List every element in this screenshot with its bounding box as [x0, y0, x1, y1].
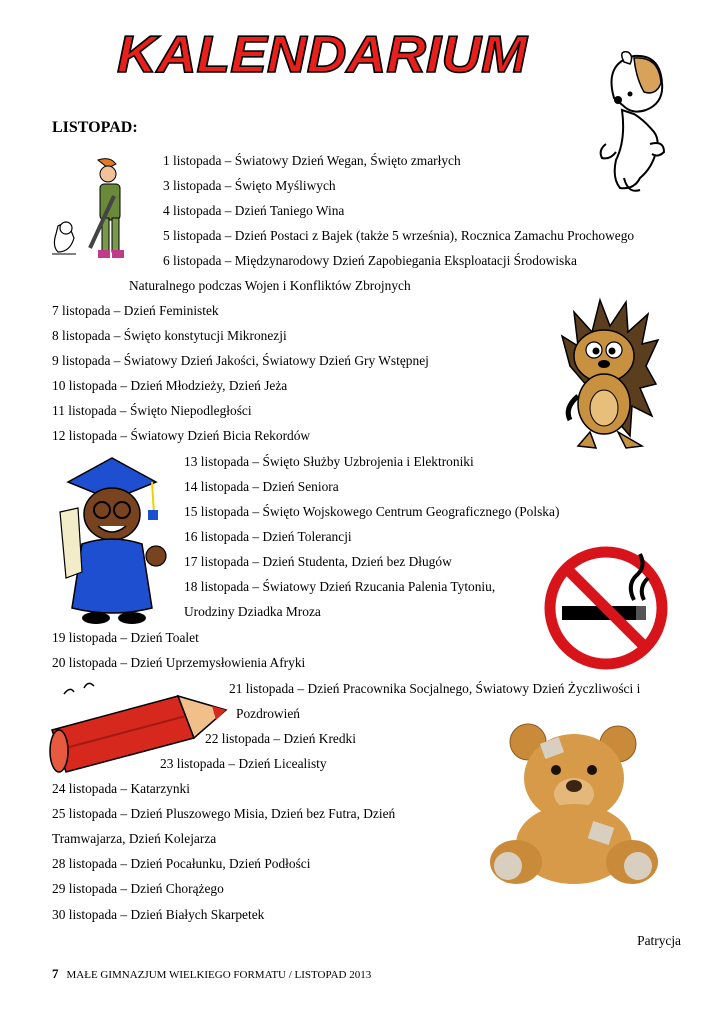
- entry-line: Urodziny Dziadka Mroza: [184, 604, 321, 619]
- hedgehog-icon: [556, 296, 660, 458]
- entry-line: 30 listopada – Dzień Białych Skarpetek: [52, 907, 265, 922]
- entry-line: Pozdrowień: [236, 706, 300, 721]
- entry-line: 10 listopada – Dzień Młodzieży, Dzień Jeża: [52, 378, 288, 393]
- entry-line: 16 listopada – Dzień Tolerancji: [184, 529, 352, 544]
- author-signature: Patrycja: [637, 933, 681, 948]
- entry-line: 18 listopada – Światowy Dzień Rzucania Palenia Tytoniu,: [184, 579, 496, 594]
- entry-line: Tramwajarza, Dzień Kolejarza: [52, 831, 217, 846]
- page-number: 7: [52, 966, 59, 981]
- entry-line: Naturalnego podczas Wojen i Konfliktów Zbrojnych: [129, 278, 411, 293]
- entry-line: 14 listopada – Dzień Seniora: [184, 479, 339, 494]
- entry-line: 7 listopada – Dzień Feministek: [52, 303, 219, 318]
- dog-icon: [594, 48, 670, 198]
- page-footer: [52, 966, 371, 982]
- entry-line: 11 listopada – Święto Niepodległości: [52, 403, 252, 418]
- entry-line: 12 listopada – Światowy Dzień Bicia Rekordów: [52, 428, 311, 443]
- entry-line: 29 listopada – Dzień Chorążego: [52, 881, 224, 896]
- title-text: KALENDARIUM: [117, 26, 529, 84]
- page-title: [112, 26, 532, 84]
- entry-line: 24 listopada – Katarzynki: [52, 781, 190, 796]
- entry-line: 3 listopada – Święto Myśliwych: [163, 178, 336, 193]
- footer-text: MAŁE GIMNAZJUM WIELKIEGO FORMATU / LISTOPAD 2013: [66, 969, 372, 981]
- entry-line: 28 listopada – Dzień Pocałunku, Dzień Podłości: [52, 856, 311, 871]
- entry-line: 6 listopada – Międzynarodowy Dzień Zapobiegania Eksploatacji Środowiska: [163, 253, 577, 268]
- entry-line: 19 listopada – Dzień Toalet: [52, 630, 199, 645]
- entry-line: 25 listopada – Dzień Pluszowego Misia, Dzień bez Futra, Dzień: [52, 806, 396, 821]
- entry-line: 9 listopada – Światowy Dzień Jakości, Światowy Dzień Gry Wstępnej: [52, 353, 429, 368]
- entry-line: 15 listopada – Święto Wojskowego Centrum Geograficznego (Polska): [184, 504, 560, 519]
- month-heading: LISTOPAD:: [52, 119, 138, 136]
- entry-line: 22 listopada – Dzień Kredki: [205, 731, 356, 746]
- entry-line: 23 listopada – Dzień Licealisty: [160, 756, 327, 771]
- entry-line: 21 listopada – Dzień Pracownika Socjalnego, Światowy Dzień Życzliwości i: [229, 681, 641, 696]
- pencil-icon: [44, 680, 228, 776]
- entry-line: 20 listopada – Dzień Uprzemysłowienia Afryki: [52, 655, 306, 670]
- entry-line: 1 listopada – Światowy Dzień Wegan, Święto zmarłych: [163, 153, 461, 168]
- entry-line: 8 listopada – Święto konstytucji Mikronezji: [52, 328, 287, 343]
- entry-line: 5 listopada – Dzień Postaci z Bajek (także 5 września), Rocznica Zamachu Prochowego: [163, 228, 635, 243]
- no-smoking-icon: [542, 546, 670, 670]
- entry-line: 13 listopada – Święto Służby Uzbrojenia i Elektroniki: [184, 454, 474, 469]
- hunter-icon: [44, 156, 152, 268]
- entry-line: 17 listopada – Dzień Studenta, Dzień bez Długów: [184, 554, 452, 569]
- teddy-bear-icon: [486, 722, 662, 886]
- entry-line: 4 listopada – Dzień Taniego Wina: [163, 203, 345, 218]
- graduate-icon: [52, 452, 176, 628]
